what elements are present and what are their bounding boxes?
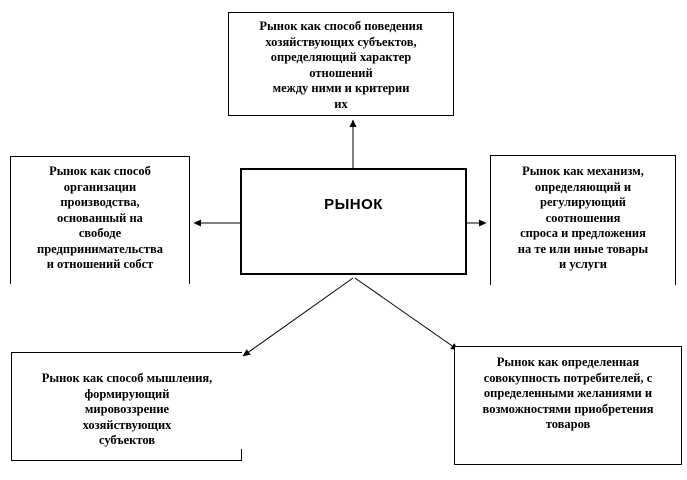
box-market-production-text: Рынок как способ организации производства, основанный на свободе предпринимательства и отношений собст — [37, 164, 163, 271]
box-market-thinking-bottom-border — [12, 460, 242, 461]
box-market-behavior-text: Рынок как способ поведения хозяйствующих субъектов, определяющий характер отношений между ними и критерии их — [259, 19, 423, 111]
box-market-behavior — [228, 12, 454, 116]
arrow-to-bottom-left — [243, 278, 353, 356]
box-market-consumers-text: Рынок как определенная совокупность потребителей, с определенными желаниями и возможностями приобретения товаров — [482, 355, 654, 431]
box-market-consumers — [454, 346, 682, 465]
box-market-thinking-right-border — [241, 449, 242, 461]
box-market-thinking-text: Рынок как способ мышления, формирующий мировоззрение хозяйствующих субъектов — [41, 371, 213, 447]
box-market-thinking — [11, 352, 242, 461]
box-market-mechanism-text: Рынок как механизм, определяющий и регулирующий соотношения спроса и предложения на те или иные товары и услуги — [517, 164, 649, 271]
box-market-mechanism — [490, 155, 676, 285]
center-label: РЫНОК — [324, 196, 383, 213]
box-market-center — [240, 168, 467, 275]
arrow-to-bottom-right — [355, 278, 458, 350]
box-market-production — [10, 156, 190, 284]
